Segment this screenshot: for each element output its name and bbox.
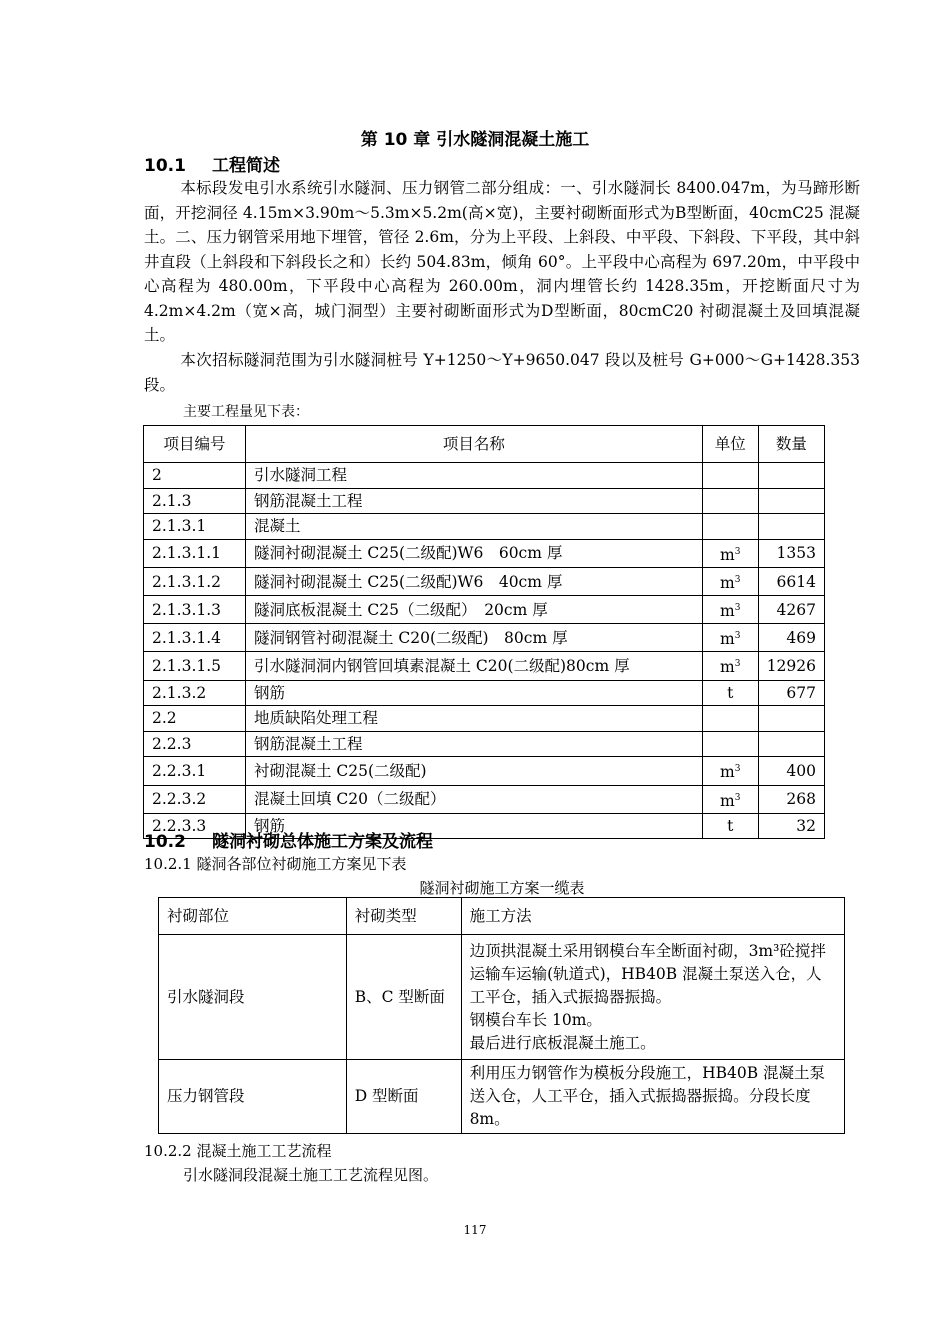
subsection-10-2-1: 10.2.1 隧洞各部位衬砌施工方案见下表: [144, 855, 407, 873]
cell-qty: 32: [758, 813, 824, 839]
cell-qty: 12926: [758, 652, 824, 680]
page-number: 117: [463, 1223, 487, 1237]
cell-unit: $m^3$: [702, 785, 758, 813]
cell-name: 钢筋混凝土工程: [245, 731, 702, 757]
cell-code: 2.1.3.1: [144, 514, 246, 540]
table-row: [144, 680, 825, 706]
section-number: 10.2: [144, 832, 186, 852]
cell-name: 隧洞衬砌混凝土 C25(二级配)W6 60cm 厚: [245, 539, 702, 567]
cell-unit: [702, 514, 758, 540]
cell-name: 引水隧洞洞内钢管回填素混凝土 C20(二级配)80cm 厚: [245, 652, 702, 680]
cell-name: 衬砌混凝土 C25(二级配): [245, 757, 702, 785]
cell-qty: 4267: [758, 596, 824, 624]
cell-code: 2.2.3: [144, 731, 246, 757]
cell-qty: 6614: [758, 567, 824, 595]
subsection-10-2-2: 10.2.2 混凝土施工工艺流程: [144, 1142, 332, 1160]
cell-qty: [758, 706, 824, 732]
cell-code: 2.1.3.1.2: [144, 567, 246, 595]
table-row: [159, 935, 845, 1060]
method-line: 最后进行底板混凝土施工。: [469, 1033, 656, 1052]
header-part: 衬砌部位: [159, 898, 347, 935]
cell-unit: [702, 463, 758, 489]
cell-code: 2.1.3.1.5: [144, 652, 246, 680]
cell-qty: [758, 488, 824, 514]
table-row: [144, 624, 825, 652]
cell-unit: $m^3$: [702, 567, 758, 595]
section-heading-10-1: [144, 151, 280, 176]
header-code: 项目编号: [144, 426, 246, 463]
cell-name: 隧洞钢管衬砌混凝土 C20(二级配) 80cm 厚: [245, 624, 702, 652]
method-line: 利用压力钢管作为模板分段施工，HB40B 混凝土泵送入仓，人工平仓，插入式振捣器振捣。分段长度 8m。: [469, 1064, 826, 1128]
cell-name: 钢筋: [245, 813, 702, 839]
table-row: [144, 731, 825, 757]
cell-name: 混凝土: [245, 514, 702, 540]
cell-unit: [702, 731, 758, 757]
cell-code: 2.2.3.3: [144, 813, 246, 839]
header-unit: 单位: [702, 426, 758, 463]
cell-unit: t: [702, 813, 758, 839]
cell-code: 2.1.3.2: [144, 680, 246, 706]
cell-unit: $m^3$: [702, 652, 758, 680]
table-header-row: [159, 898, 845, 935]
cell-qty: 469: [758, 624, 824, 652]
table-row: [159, 1060, 845, 1134]
lining-plan-table: [158, 897, 845, 1134]
cell-unit: $m^3$: [702, 757, 758, 785]
cell-qty: 1353: [758, 539, 824, 567]
cell-qty: [758, 514, 824, 540]
cell-name: 隧洞衬砌混凝土 C25(二级配)W6 40cm 厚: [245, 567, 702, 595]
table-row: [144, 706, 825, 732]
paragraph-scope: [144, 348, 860, 397]
table-row: [144, 463, 825, 489]
cell-unit: $m^3$: [702, 539, 758, 567]
table2-caption: 隧洞衬砌施工方案一缆表: [419, 879, 585, 897]
cell-unit: [702, 706, 758, 732]
cell-name: 钢筋混凝土工程: [245, 488, 702, 514]
cell-name: 混凝土回填 C20（二级配）: [245, 785, 702, 813]
cell-code: 2.1.3.1.4: [144, 624, 246, 652]
cell-name: 钢筋: [245, 680, 702, 706]
table-row: [144, 596, 825, 624]
cell-method: [461, 935, 844, 1060]
section-heading-10-2: [144, 827, 433, 852]
cell-code: 2.1.3.1.1: [144, 539, 246, 567]
cell-name: 引水隧洞工程: [245, 463, 702, 489]
cell-code: 2.2.3.1: [144, 757, 246, 785]
cell-qty: [758, 463, 824, 489]
cell-part: 压力钢管段: [159, 1060, 347, 1134]
cell-method: [461, 1060, 844, 1134]
table-row: [144, 567, 825, 595]
cell-code: 2.1.3: [144, 488, 246, 514]
method-line: 钢模台车长 10m。: [469, 1010, 602, 1029]
cell-qty: 400: [758, 757, 824, 785]
cell-qty: 268: [758, 785, 824, 813]
table-row: [144, 757, 825, 785]
table-row: [144, 514, 825, 540]
cell-unit: [702, 488, 758, 514]
cell-code: 2.2: [144, 706, 246, 732]
cell-qty: [758, 731, 824, 757]
cell-unit: $m^3$: [702, 596, 758, 624]
cell-code: 2.2.3.2: [144, 785, 246, 813]
cell-type: D 型断面: [346, 1060, 461, 1134]
quantities-table: [143, 425, 825, 839]
section-title: 工程简述: [212, 156, 280, 176]
section-number: 10.1: [144, 156, 186, 176]
table1-caption: 主要工程量见下表：: [183, 404, 309, 420]
table-row: [144, 488, 825, 514]
method-line: 边顶拱混凝土采用钢模台车全断面衬砌，3m³砼搅拌运输车运输(轨道式)，HB40B 混凝土泵送入仓，人工平仓，插入式振捣器振捣。: [469, 941, 826, 1006]
header-type: 衬砌类型: [346, 898, 461, 935]
paragraph-overview-text: 本标段发电引水系统引水隧洞、压力钢管二部分组成：一、引水隧洞长 8400.047m，为马蹄形断面，开挖洞径 4.15m×3.90m～5.3m×5.2m(高×宽)，主要衬砌断面形式为B型断面，40cmC25 混凝土。二、压力钢管采用地下埋管，管径 2.6m，分为上平段、上斜段、中平段、下斜段、下平段，其中斜井直段（上斜段和下斜段长之和）长约 504.83m，倾角 60°。上平段中心高程为 697.20m，中平段中心高程为 480.00m，下平段中心高程为 260.00m，洞内埋管长约 1428.35m，开挖断面尺寸为 4.2m×4.2m（宽×高，城门洞型）主要衬砌断面形式为D型断面，80cmC20 衬砌混凝土及回填混凝土。: [144, 179, 860, 344]
cell-unit: t: [702, 680, 758, 706]
paragraph-flow: 引水隧洞段混凝土施工工艺流程见图。: [183, 1166, 439, 1184]
cell-name: 地质缺陷处理工程: [245, 706, 702, 732]
table-row: [144, 652, 825, 680]
cell-code: 2: [144, 463, 246, 489]
cell-unit: $m^3$: [702, 624, 758, 652]
paragraph-overview: [144, 176, 860, 348]
header-qty: 数量: [758, 426, 824, 463]
cell-code: 2.1.3.1.3: [144, 596, 246, 624]
section-title: 隧洞衬砌总体施工方案及流程: [212, 832, 433, 852]
cell-type: B、C 型断面: [346, 935, 461, 1060]
cell-part: 引水隧洞段: [159, 935, 347, 1060]
table-row: [144, 785, 825, 813]
cell-qty: 677: [758, 680, 824, 706]
header-method: 施工方法: [461, 898, 844, 935]
table-header-row: [144, 426, 825, 463]
header-name: 项目名称: [245, 426, 702, 463]
cell-name: 隧洞底板混凝土 C25（二级配） 20cm 厚: [245, 596, 702, 624]
table-row: [144, 539, 825, 567]
paragraph-scope-text: 本次招标隧洞范围为引水隧洞桩号 Y+1250～Y+9650.047 段以及桩号 G+000～G+1428.353 段。: [144, 351, 860, 394]
chapter-title: 第 10 章 引水隧洞混凝土施工: [360, 130, 590, 150]
